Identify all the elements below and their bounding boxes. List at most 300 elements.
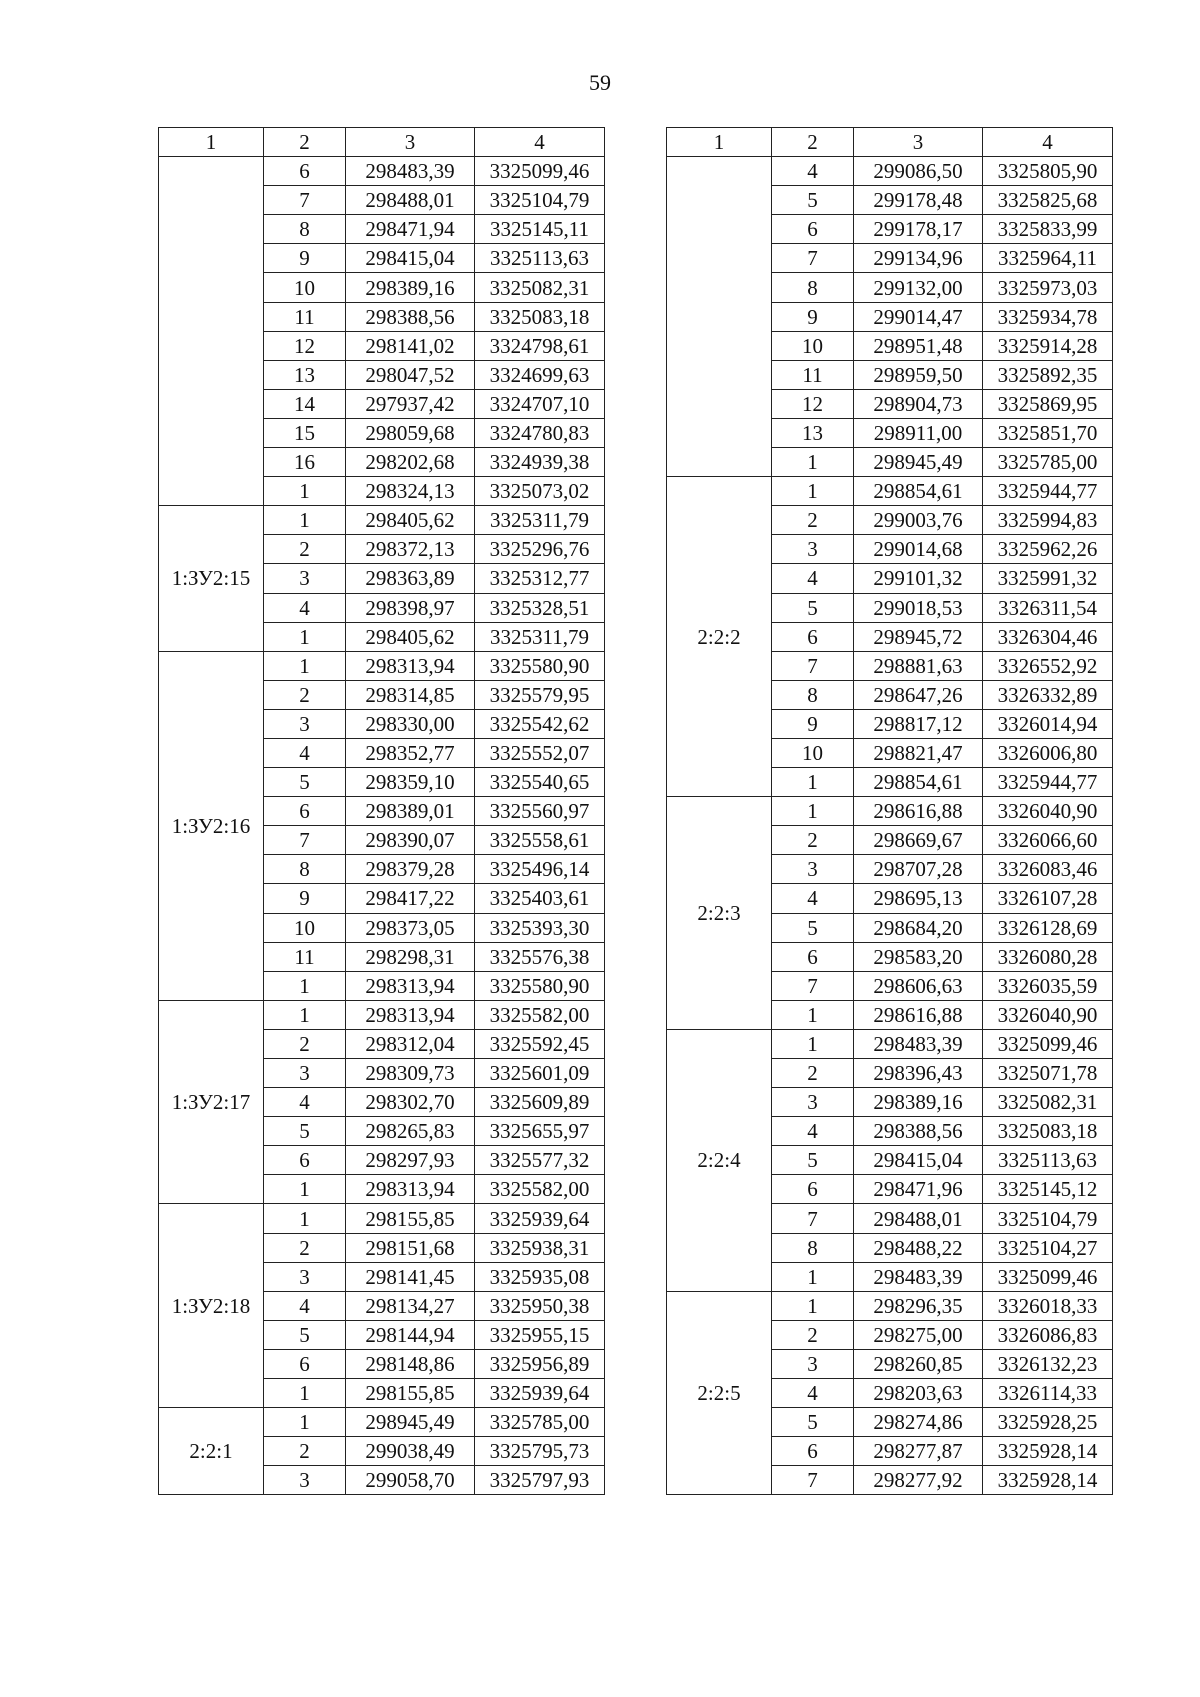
point-number-cell: 12 [264,331,346,360]
point-number-cell: 7 [772,1466,854,1495]
x-coordinate-cell: 298313,94 [346,1000,475,1029]
y-coordinate-cell: 3325655,97 [475,1117,605,1146]
y-coordinate-cell: 3325083,18 [983,1117,1113,1146]
y-coordinate-cell: 3326040,90 [983,797,1113,826]
point-number-cell: 10 [264,913,346,942]
y-coordinate-cell: 3325082,31 [475,273,605,302]
point-number-cell: 1 [772,477,854,506]
point-number-cell: 2 [264,680,346,709]
x-coordinate-cell: 298389,16 [854,1088,983,1117]
x-coordinate-cell: 298312,04 [346,1029,475,1058]
y-coordinate-cell: 3325944,77 [983,477,1113,506]
coordinates-table-right [666,127,1113,1495]
parcel-label-cell: 2:2:4 [667,1029,772,1291]
y-coordinate-cell: 3325579,95 [475,680,605,709]
y-coordinate-cell: 3326006,80 [983,738,1113,767]
x-coordinate-cell: 298817,12 [854,709,983,738]
x-coordinate-cell: 298684,20 [854,913,983,942]
point-number-cell: 3 [264,709,346,738]
header-cell-2: 2 [264,128,346,157]
x-coordinate-cell: 298471,94 [346,215,475,244]
y-coordinate-cell: 3325928,25 [983,1408,1113,1437]
x-coordinate-cell: 299134,96 [854,244,983,273]
x-coordinate-cell: 298141,45 [346,1262,475,1291]
point-number-cell: 2 [264,1437,346,1466]
page-number: 59 [589,70,611,95]
point-number-cell: 1 [264,1175,346,1204]
point-number-cell: 9 [264,884,346,913]
point-number-cell: 5 [772,913,854,942]
y-coordinate-cell: 3325805,90 [983,157,1113,186]
y-coordinate-cell: 3325083,18 [475,302,605,331]
point-number-cell: 3 [264,1262,346,1291]
point-number-cell: 4 [772,564,854,593]
table-body [667,157,1113,1495]
parcel-label-cell [667,157,772,477]
x-coordinate-cell: 298372,13 [346,535,475,564]
parcel-label-cell [159,157,264,506]
x-coordinate-cell: 298951,48 [854,331,983,360]
y-coordinate-cell: 3325104,79 [983,1204,1113,1233]
point-number-cell: 5 [772,593,854,622]
x-coordinate-cell: 299018,53 [854,593,983,622]
y-coordinate-cell: 3325938,31 [475,1233,605,1262]
point-number-cell: 4 [264,1291,346,1320]
point-number-cell: 4 [264,738,346,767]
x-coordinate-cell: 298904,73 [854,389,983,418]
table-row [159,506,605,535]
y-coordinate-cell: 3325934,78 [983,302,1113,331]
point-number-cell: 11 [264,302,346,331]
table-row [667,1291,1113,1320]
x-coordinate-cell: 298313,94 [346,1175,475,1204]
point-number-cell: 13 [264,360,346,389]
table-row [667,477,1113,506]
x-coordinate-cell: 298352,77 [346,738,475,767]
y-coordinate-cell: 3325973,03 [983,273,1113,302]
point-number-cell: 1 [772,1291,854,1320]
x-coordinate-cell: 298647,26 [854,680,983,709]
y-coordinate-cell: 3325312,77 [475,564,605,593]
y-coordinate-cell: 3325496,14 [475,855,605,884]
x-coordinate-cell: 298379,28 [346,855,475,884]
x-coordinate-cell: 298488,01 [854,1204,983,1233]
x-coordinate-cell: 298203,63 [854,1379,983,1408]
x-coordinate-cell: 298616,88 [854,797,983,826]
y-coordinate-cell: 3325928,14 [983,1437,1113,1466]
point-number-cell: 4 [772,157,854,186]
x-coordinate-cell: 298144,94 [346,1320,475,1349]
point-number-cell: 3 [264,1059,346,1088]
x-coordinate-cell: 298363,89 [346,564,475,593]
coordinates-table-left [158,127,605,1495]
point-number-cell: 3 [772,535,854,564]
table-row [159,1000,605,1029]
x-coordinate-cell: 299058,70 [346,1466,475,1495]
point-number-cell: 4 [264,593,346,622]
parcel-label-cell: 2:2:5 [667,1291,772,1495]
point-number-cell: 1 [772,797,854,826]
header-cell-1: 1 [667,128,772,157]
point-number-cell: 1 [264,971,346,1000]
point-number-cell: 8 [772,1233,854,1262]
y-coordinate-cell: 3326107,28 [983,884,1113,913]
x-coordinate-cell: 298359,10 [346,768,475,797]
x-coordinate-cell: 298314,85 [346,680,475,709]
point-number-cell: 16 [264,448,346,477]
point-number-cell: 5 [264,1117,346,1146]
parcel-label-cell: 1:ЗУ2:15 [159,506,264,651]
point-number-cell: 6 [772,1437,854,1466]
header-cell-1: 1 [159,128,264,157]
x-coordinate-cell: 298202,68 [346,448,475,477]
x-coordinate-cell: 299038,49 [346,1437,475,1466]
x-coordinate-cell: 298488,01 [346,186,475,215]
x-coordinate-cell: 299086,50 [854,157,983,186]
y-coordinate-cell: 3325145,11 [475,215,605,244]
y-coordinate-cell: 3325082,31 [983,1088,1113,1117]
y-coordinate-cell: 3325104,27 [983,1233,1113,1262]
y-coordinate-cell: 3326128,69 [983,913,1113,942]
y-coordinate-cell: 3325928,14 [983,1466,1113,1495]
point-number-cell: 9 [264,244,346,273]
point-number-cell: 2 [772,506,854,535]
y-coordinate-cell: 3325955,15 [475,1320,605,1349]
y-coordinate-cell: 3325099,46 [475,157,605,186]
point-number-cell: 3 [772,1088,854,1117]
y-coordinate-cell: 3324780,83 [475,418,605,447]
x-coordinate-cell: 298324,13 [346,477,475,506]
point-number-cell: 7 [772,1204,854,1233]
x-coordinate-cell: 298471,96 [854,1175,983,1204]
x-coordinate-cell: 298313,94 [346,651,475,680]
x-coordinate-cell: 298707,28 [854,855,983,884]
x-coordinate-cell: 298155,85 [346,1204,475,1233]
x-coordinate-cell: 298911,00 [854,418,983,447]
y-coordinate-cell: 3325296,76 [475,535,605,564]
x-coordinate-cell: 297937,42 [346,389,475,418]
point-number-cell: 1 [772,1029,854,1058]
x-coordinate-cell: 298275,00 [854,1320,983,1349]
y-coordinate-cell: 3326132,23 [983,1349,1113,1378]
y-coordinate-cell: 3325994,83 [983,506,1113,535]
x-coordinate-cell: 298483,39 [854,1262,983,1291]
x-coordinate-cell: 299014,47 [854,302,983,331]
y-coordinate-cell: 3325609,89 [475,1088,605,1117]
y-coordinate-cell: 3326086,83 [983,1320,1113,1349]
point-number-cell: 8 [772,680,854,709]
x-coordinate-cell: 298309,73 [346,1059,475,1088]
point-number-cell: 6 [772,942,854,971]
table-header-row [667,128,1113,157]
x-coordinate-cell: 298297,93 [346,1146,475,1175]
x-coordinate-cell: 298945,72 [854,622,983,651]
y-coordinate-cell: 3325113,63 [983,1146,1113,1175]
x-coordinate-cell: 298389,16 [346,273,475,302]
point-number-cell: 4 [264,1088,346,1117]
point-number-cell: 1 [772,1262,854,1291]
x-coordinate-cell: 298483,39 [346,157,475,186]
point-number-cell: 7 [772,244,854,273]
x-coordinate-cell: 298390,07 [346,826,475,855]
y-coordinate-cell: 3325542,62 [475,709,605,738]
x-coordinate-cell: 299178,48 [854,186,983,215]
parcel-label-cell: 1:ЗУ2:17 [159,1000,264,1204]
x-coordinate-cell: 298695,13 [854,884,983,913]
y-coordinate-cell: 3326311,54 [983,593,1113,622]
x-coordinate-cell: 298616,88 [854,1000,983,1029]
point-number-cell: 6 [264,157,346,186]
x-coordinate-cell: 298405,62 [346,506,475,535]
y-coordinate-cell: 3325833,99 [983,215,1113,244]
table-row [159,1408,605,1437]
y-coordinate-cell: 3325825,68 [983,186,1113,215]
table-row [667,797,1113,826]
y-coordinate-cell: 3326114,33 [983,1379,1113,1408]
point-number-cell: 15 [264,418,346,447]
table-row [159,651,605,680]
y-coordinate-cell: 3326304,46 [983,622,1113,651]
x-coordinate-cell: 298583,20 [854,942,983,971]
y-coordinate-cell: 3325311,79 [475,506,605,535]
x-coordinate-cell: 298398,97 [346,593,475,622]
x-coordinate-cell: 298417,22 [346,884,475,913]
point-number-cell: 8 [264,855,346,884]
x-coordinate-cell: 298330,00 [346,709,475,738]
x-coordinate-cell: 298313,94 [346,971,475,1000]
point-number-cell: 13 [772,418,854,447]
y-coordinate-cell: 3325795,73 [475,1437,605,1466]
point-number-cell: 11 [264,942,346,971]
point-number-cell: 6 [772,1175,854,1204]
x-coordinate-cell: 298959,50 [854,360,983,389]
point-number-cell: 1 [264,477,346,506]
table-row [159,157,605,186]
y-coordinate-cell: 3325104,79 [475,186,605,215]
y-coordinate-cell: 3325601,09 [475,1059,605,1088]
point-number-cell: 1 [264,506,346,535]
header-cell-2: 2 [772,128,854,157]
y-coordinate-cell: 3326018,33 [983,1291,1113,1320]
x-coordinate-cell: 298151,68 [346,1233,475,1262]
y-coordinate-cell: 3325991,32 [983,564,1113,593]
y-coordinate-cell: 3325552,07 [475,738,605,767]
y-coordinate-cell: 3325582,00 [475,1175,605,1204]
point-number-cell: 7 [772,971,854,1000]
x-coordinate-cell: 298483,39 [854,1029,983,1058]
y-coordinate-cell: 3325935,08 [475,1262,605,1291]
point-number-cell: 3 [772,1349,854,1378]
parcel-label-cell: 2:2:1 [159,1408,264,1495]
y-coordinate-cell: 3325797,93 [475,1466,605,1495]
point-number-cell: 1 [264,622,346,651]
x-coordinate-cell: 299178,17 [854,215,983,244]
point-number-cell: 4 [772,1117,854,1146]
parcel-label-cell: 1:ЗУ2:18 [159,1204,264,1408]
y-coordinate-cell: 3325892,35 [983,360,1113,389]
y-coordinate-cell: 3325580,90 [475,651,605,680]
table-row [667,157,1113,186]
point-number-cell: 6 [772,622,854,651]
x-coordinate-cell: 298606,63 [854,971,983,1000]
y-coordinate-cell: 3325113,63 [475,244,605,273]
y-coordinate-cell: 3325962,26 [983,535,1113,564]
y-coordinate-cell: 3325577,32 [475,1146,605,1175]
y-coordinate-cell: 3325944,77 [983,768,1113,797]
x-coordinate-cell: 298296,35 [854,1291,983,1320]
x-coordinate-cell: 298389,01 [346,797,475,826]
x-coordinate-cell: 298373,05 [346,913,475,942]
y-coordinate-cell: 3326066,60 [983,826,1113,855]
y-coordinate-cell: 3325099,46 [983,1029,1113,1058]
point-number-cell: 7 [772,651,854,680]
y-coordinate-cell: 3324939,38 [475,448,605,477]
x-coordinate-cell: 298265,83 [346,1117,475,1146]
point-number-cell: 8 [772,273,854,302]
y-coordinate-cell: 3325950,38 [475,1291,605,1320]
x-coordinate-cell: 298298,31 [346,942,475,971]
x-coordinate-cell: 299101,32 [854,564,983,593]
point-number-cell: 5 [772,1146,854,1175]
y-coordinate-cell: 3325785,00 [475,1408,605,1437]
y-coordinate-cell: 3325869,95 [983,389,1113,418]
table-row [667,1029,1113,1058]
x-coordinate-cell: 298277,92 [854,1466,983,1495]
table-body [159,157,605,1495]
point-number-cell: 6 [264,797,346,826]
y-coordinate-cell: 3324699,63 [475,360,605,389]
point-number-cell: 2 [264,1233,346,1262]
point-number-cell: 5 [772,1408,854,1437]
x-coordinate-cell: 298415,04 [346,244,475,273]
y-coordinate-cell: 3325785,00 [983,448,1113,477]
point-number-cell: 2 [264,535,346,564]
point-number-cell: 9 [772,302,854,331]
y-coordinate-cell: 3325311,79 [475,622,605,651]
y-coordinate-cell: 3325560,97 [475,797,605,826]
point-number-cell: 3 [772,855,854,884]
x-coordinate-cell: 298854,61 [854,768,983,797]
y-coordinate-cell: 3325540,65 [475,768,605,797]
y-coordinate-cell: 3325914,28 [983,331,1113,360]
point-number-cell: 6 [264,1349,346,1378]
x-coordinate-cell: 298155,85 [346,1379,475,1408]
point-number-cell: 5 [264,1320,346,1349]
x-coordinate-cell: 298945,49 [346,1408,475,1437]
y-coordinate-cell: 3325964,11 [983,244,1113,273]
y-coordinate-cell: 3326014,94 [983,709,1113,738]
x-coordinate-cell: 298148,86 [346,1349,475,1378]
x-coordinate-cell: 299003,76 [854,506,983,535]
header-cell-3: 3 [346,128,475,157]
point-number-cell: 3 [264,1466,346,1495]
point-number-cell: 1 [772,768,854,797]
y-coordinate-cell: 3325956,89 [475,1349,605,1378]
x-coordinate-cell: 298277,87 [854,1437,983,1466]
y-coordinate-cell: 3324707,10 [475,389,605,418]
point-number-cell: 2 [772,1320,854,1349]
point-number-cell: 3 [264,564,346,593]
point-number-cell: 7 [264,186,346,215]
y-coordinate-cell: 3326552,92 [983,651,1113,680]
y-coordinate-cell: 3325939,64 [475,1204,605,1233]
parcel-label-cell: 2:2:2 [667,477,772,797]
point-number-cell: 11 [772,360,854,389]
point-number-cell: 1 [264,1408,346,1437]
x-coordinate-cell: 298821,47 [854,738,983,767]
point-number-cell: 4 [772,884,854,913]
x-coordinate-cell: 298388,56 [346,302,475,331]
point-number-cell: 12 [772,389,854,418]
x-coordinate-cell: 298881,63 [854,651,983,680]
y-coordinate-cell: 3325071,78 [983,1059,1113,1088]
y-coordinate-cell: 3325403,61 [475,884,605,913]
x-coordinate-cell: 298388,56 [854,1117,983,1146]
x-coordinate-cell: 298405,62 [346,622,475,651]
point-number-cell: 14 [264,389,346,418]
point-number-cell: 10 [772,738,854,767]
header-cell-4: 4 [983,128,1113,157]
x-coordinate-cell: 298488,22 [854,1233,983,1262]
x-coordinate-cell: 298415,04 [854,1146,983,1175]
point-number-cell: 1 [772,448,854,477]
x-coordinate-cell: 298059,68 [346,418,475,447]
y-coordinate-cell: 3325099,46 [983,1262,1113,1291]
parcel-label-cell: 1:ЗУ2:16 [159,651,264,1000]
point-number-cell: 10 [772,331,854,360]
x-coordinate-cell: 298854,61 [854,477,983,506]
point-number-cell: 2 [772,826,854,855]
y-coordinate-cell: 3325073,02 [475,477,605,506]
point-number-cell: 6 [264,1146,346,1175]
point-number-cell: 5 [772,186,854,215]
table-header-row [159,128,605,157]
point-number-cell: 1 [264,1000,346,1029]
y-coordinate-cell: 3324798,61 [475,331,605,360]
x-coordinate-cell: 298669,67 [854,826,983,855]
x-coordinate-cell: 298047,52 [346,360,475,389]
point-number-cell: 9 [772,709,854,738]
point-number-cell: 10 [264,273,346,302]
x-coordinate-cell: 298141,02 [346,331,475,360]
y-coordinate-cell: 3325582,00 [475,1000,605,1029]
point-number-cell: 1 [264,1379,346,1408]
point-number-cell: 5 [264,768,346,797]
y-coordinate-cell: 3325558,61 [475,826,605,855]
x-coordinate-cell: 298396,43 [854,1059,983,1088]
point-number-cell: 1 [264,1204,346,1233]
x-coordinate-cell: 299014,68 [854,535,983,564]
point-number-cell: 7 [264,826,346,855]
point-number-cell: 2 [772,1059,854,1088]
y-coordinate-cell: 3325592,45 [475,1029,605,1058]
y-coordinate-cell: 3325851,70 [983,418,1113,447]
y-coordinate-cell: 3325145,12 [983,1175,1113,1204]
header-cell-4: 4 [475,128,605,157]
y-coordinate-cell: 3325393,30 [475,913,605,942]
point-number-cell: 2 [264,1029,346,1058]
x-coordinate-cell: 298134,27 [346,1291,475,1320]
y-coordinate-cell: 3326083,46 [983,855,1113,884]
y-coordinate-cell: 3325328,51 [475,593,605,622]
table-row [159,1204,605,1233]
x-coordinate-cell: 298274,86 [854,1408,983,1437]
y-coordinate-cell: 3325576,38 [475,942,605,971]
point-number-cell: 1 [772,1000,854,1029]
y-coordinate-cell: 3326040,90 [983,1000,1113,1029]
y-coordinate-cell: 3325939,64 [475,1379,605,1408]
x-coordinate-cell: 298260,85 [854,1349,983,1378]
